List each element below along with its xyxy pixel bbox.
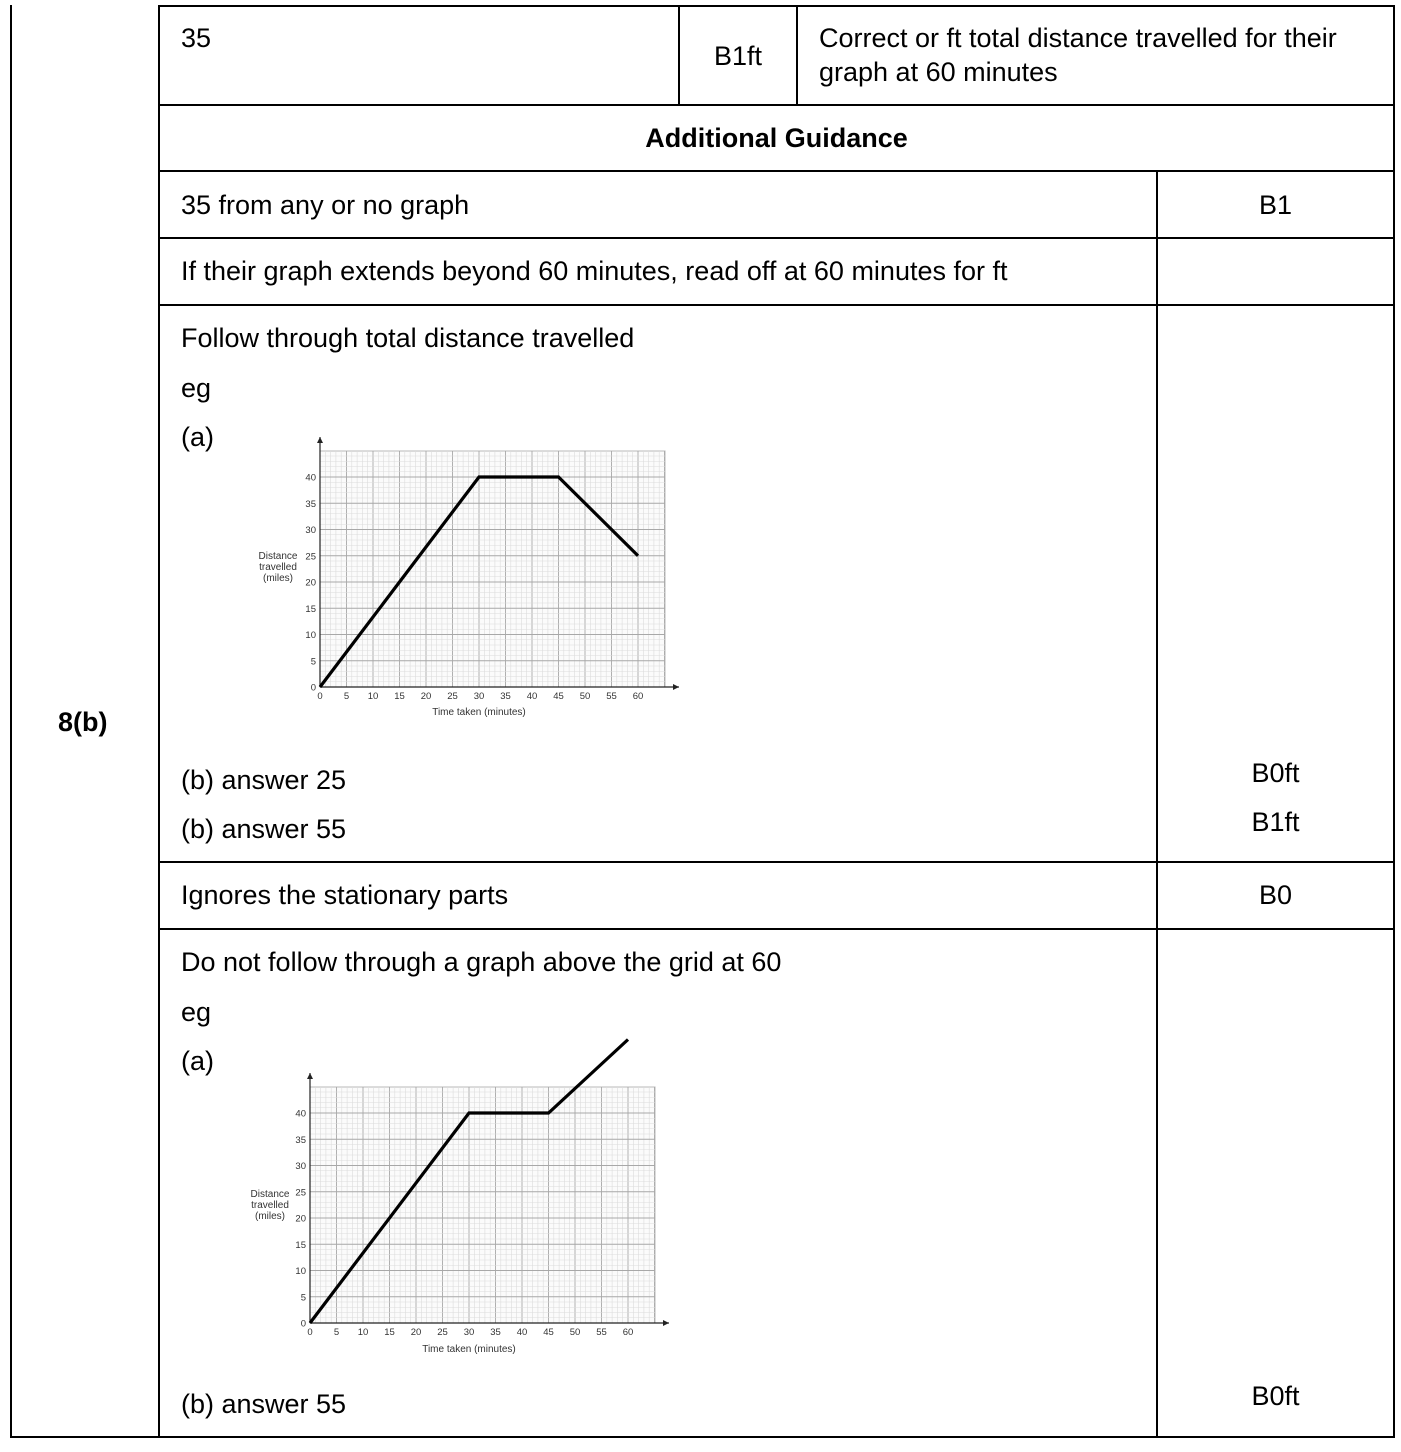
y-tick-label: 10 — [295, 1266, 306, 1277]
x-tick-label: 30 — [473, 691, 485, 702]
y-axis-label: Distance travelled (miles) — [258, 551, 298, 584]
answer-value: 35 — [181, 23, 212, 53]
x-tick-label: 20 — [410, 1327, 422, 1338]
x-axis-arrow — [673, 684, 679, 690]
x-tick-label: 10 — [357, 1327, 369, 1338]
y-tick-label: 35 — [295, 1134, 306, 1146]
example-answer: (b) answer 55 — [181, 1389, 347, 1419]
guidance-row-heading: Follow through total distance travelled — [181, 323, 635, 353]
x-axis-label: Time taken (minutes) — [422, 1344, 516, 1355]
y-tick-label: 35 — [305, 498, 316, 510]
x-tick-label: 45 — [553, 691, 564, 702]
x-tick-label: 20 — [420, 691, 432, 702]
x-tick-label: 35 — [500, 691, 511, 702]
x-axis-arrow — [663, 1320, 669, 1326]
x-tick-label: 40 — [516, 1327, 528, 1338]
guidance-row-mark: B0 — [1258, 880, 1293, 910]
mark-comment-line1: Correct or ft total distance travelled for their — [819, 23, 1337, 53]
x-tick-label: 30 — [463, 1327, 475, 1338]
x-tick-label: 35 — [490, 1327, 501, 1338]
x-tick-label: 55 — [596, 1327, 607, 1338]
eg-label: eg — [181, 373, 212, 403]
x-tick-label: 50 — [579, 691, 591, 702]
grid-frame — [320, 451, 665, 687]
y-tick-label: 30 — [295, 1161, 306, 1172]
example-mark: B1ft — [1251, 807, 1300, 837]
guidance-row-text: 35 from any or no graph — [181, 190, 470, 220]
y-tick-label: 25 — [295, 1187, 306, 1199]
example-answer: (b) answer 25 — [181, 765, 347, 795]
guidance-header: Additional Guidance — [645, 123, 908, 153]
example-mark: B0ft — [1251, 758, 1300, 788]
mark-comment-line2: graph at 60 minutes — [819, 57, 1058, 87]
part-a-label: (a) — [181, 1046, 214, 1076]
guidance-row-heading: Do not follow through a graph above the grid at 60 — [181, 947, 782, 977]
y-tick-label: 40 — [305, 472, 316, 484]
distance-time-graph-2 — [232, 1030, 692, 1360]
x-tick-label: 15 — [384, 1327, 395, 1338]
x-tick-label: 25 — [437, 1327, 448, 1338]
y-tick-label: 20 — [295, 1213, 306, 1225]
grid-frame — [310, 1087, 655, 1323]
mark-code: B1ft — [713, 41, 763, 71]
y-tick-label: 30 — [305, 525, 316, 536]
x-tick-label: 60 — [632, 691, 644, 702]
y-tick-label: 5 — [300, 1292, 306, 1304]
eg-label: eg — [181, 997, 212, 1027]
x-tick-label: 10 — [367, 691, 379, 702]
y-tick-label: 15 — [295, 1239, 306, 1251]
distance-time-graph-1 — [240, 425, 700, 725]
x-tick-label: 50 — [569, 1327, 581, 1338]
x-axis-label: Time taken (minutes) — [432, 707, 526, 718]
x-tick-label: 0 — [317, 691, 323, 702]
y-tick-label: 20 — [305, 577, 316, 589]
x-tick-label: 25 — [447, 691, 458, 702]
example-mark: B0ft — [1251, 1381, 1300, 1411]
guidance-row-text: Ignores the stationary parts — [181, 880, 509, 910]
x-tick-label: 15 — [394, 691, 405, 702]
x-tick-label: 5 — [333, 1327, 340, 1338]
x-tick-label: 55 — [606, 691, 617, 702]
y-tick-label: 5 — [310, 656, 316, 668]
example-answer: (b) answer 55 — [181, 814, 347, 844]
y-tick-label: 10 — [305, 630, 316, 641]
guidance-row-text: If their graph extends beyond 60 minutes, read off at 60 minutes for ft — [181, 256, 1008, 286]
y-axis-label: Distance travelled (miles) — [250, 1189, 290, 1222]
question-label: 8(b) — [58, 707, 108, 737]
y-tick-label: 25 — [305, 551, 316, 563]
x-tick-label: 45 — [543, 1327, 554, 1338]
x-tick-label: 60 — [622, 1327, 634, 1338]
y-tick-label: 0 — [300, 1318, 306, 1330]
y-axis-arrow — [307, 1073, 313, 1079]
x-tick-label: 0 — [307, 1327, 313, 1338]
y-tick-label: 15 — [305, 603, 316, 615]
x-tick-label: 40 — [526, 691, 538, 702]
y-axis-arrow — [317, 437, 323, 443]
y-tick-label: 40 — [295, 1108, 306, 1120]
y-tick-label: 0 — [310, 682, 316, 694]
x-tick-label: 5 — [343, 691, 350, 702]
guidance-row-mark: B1 — [1258, 190, 1293, 220]
part-a-label: (a) — [181, 422, 214, 452]
